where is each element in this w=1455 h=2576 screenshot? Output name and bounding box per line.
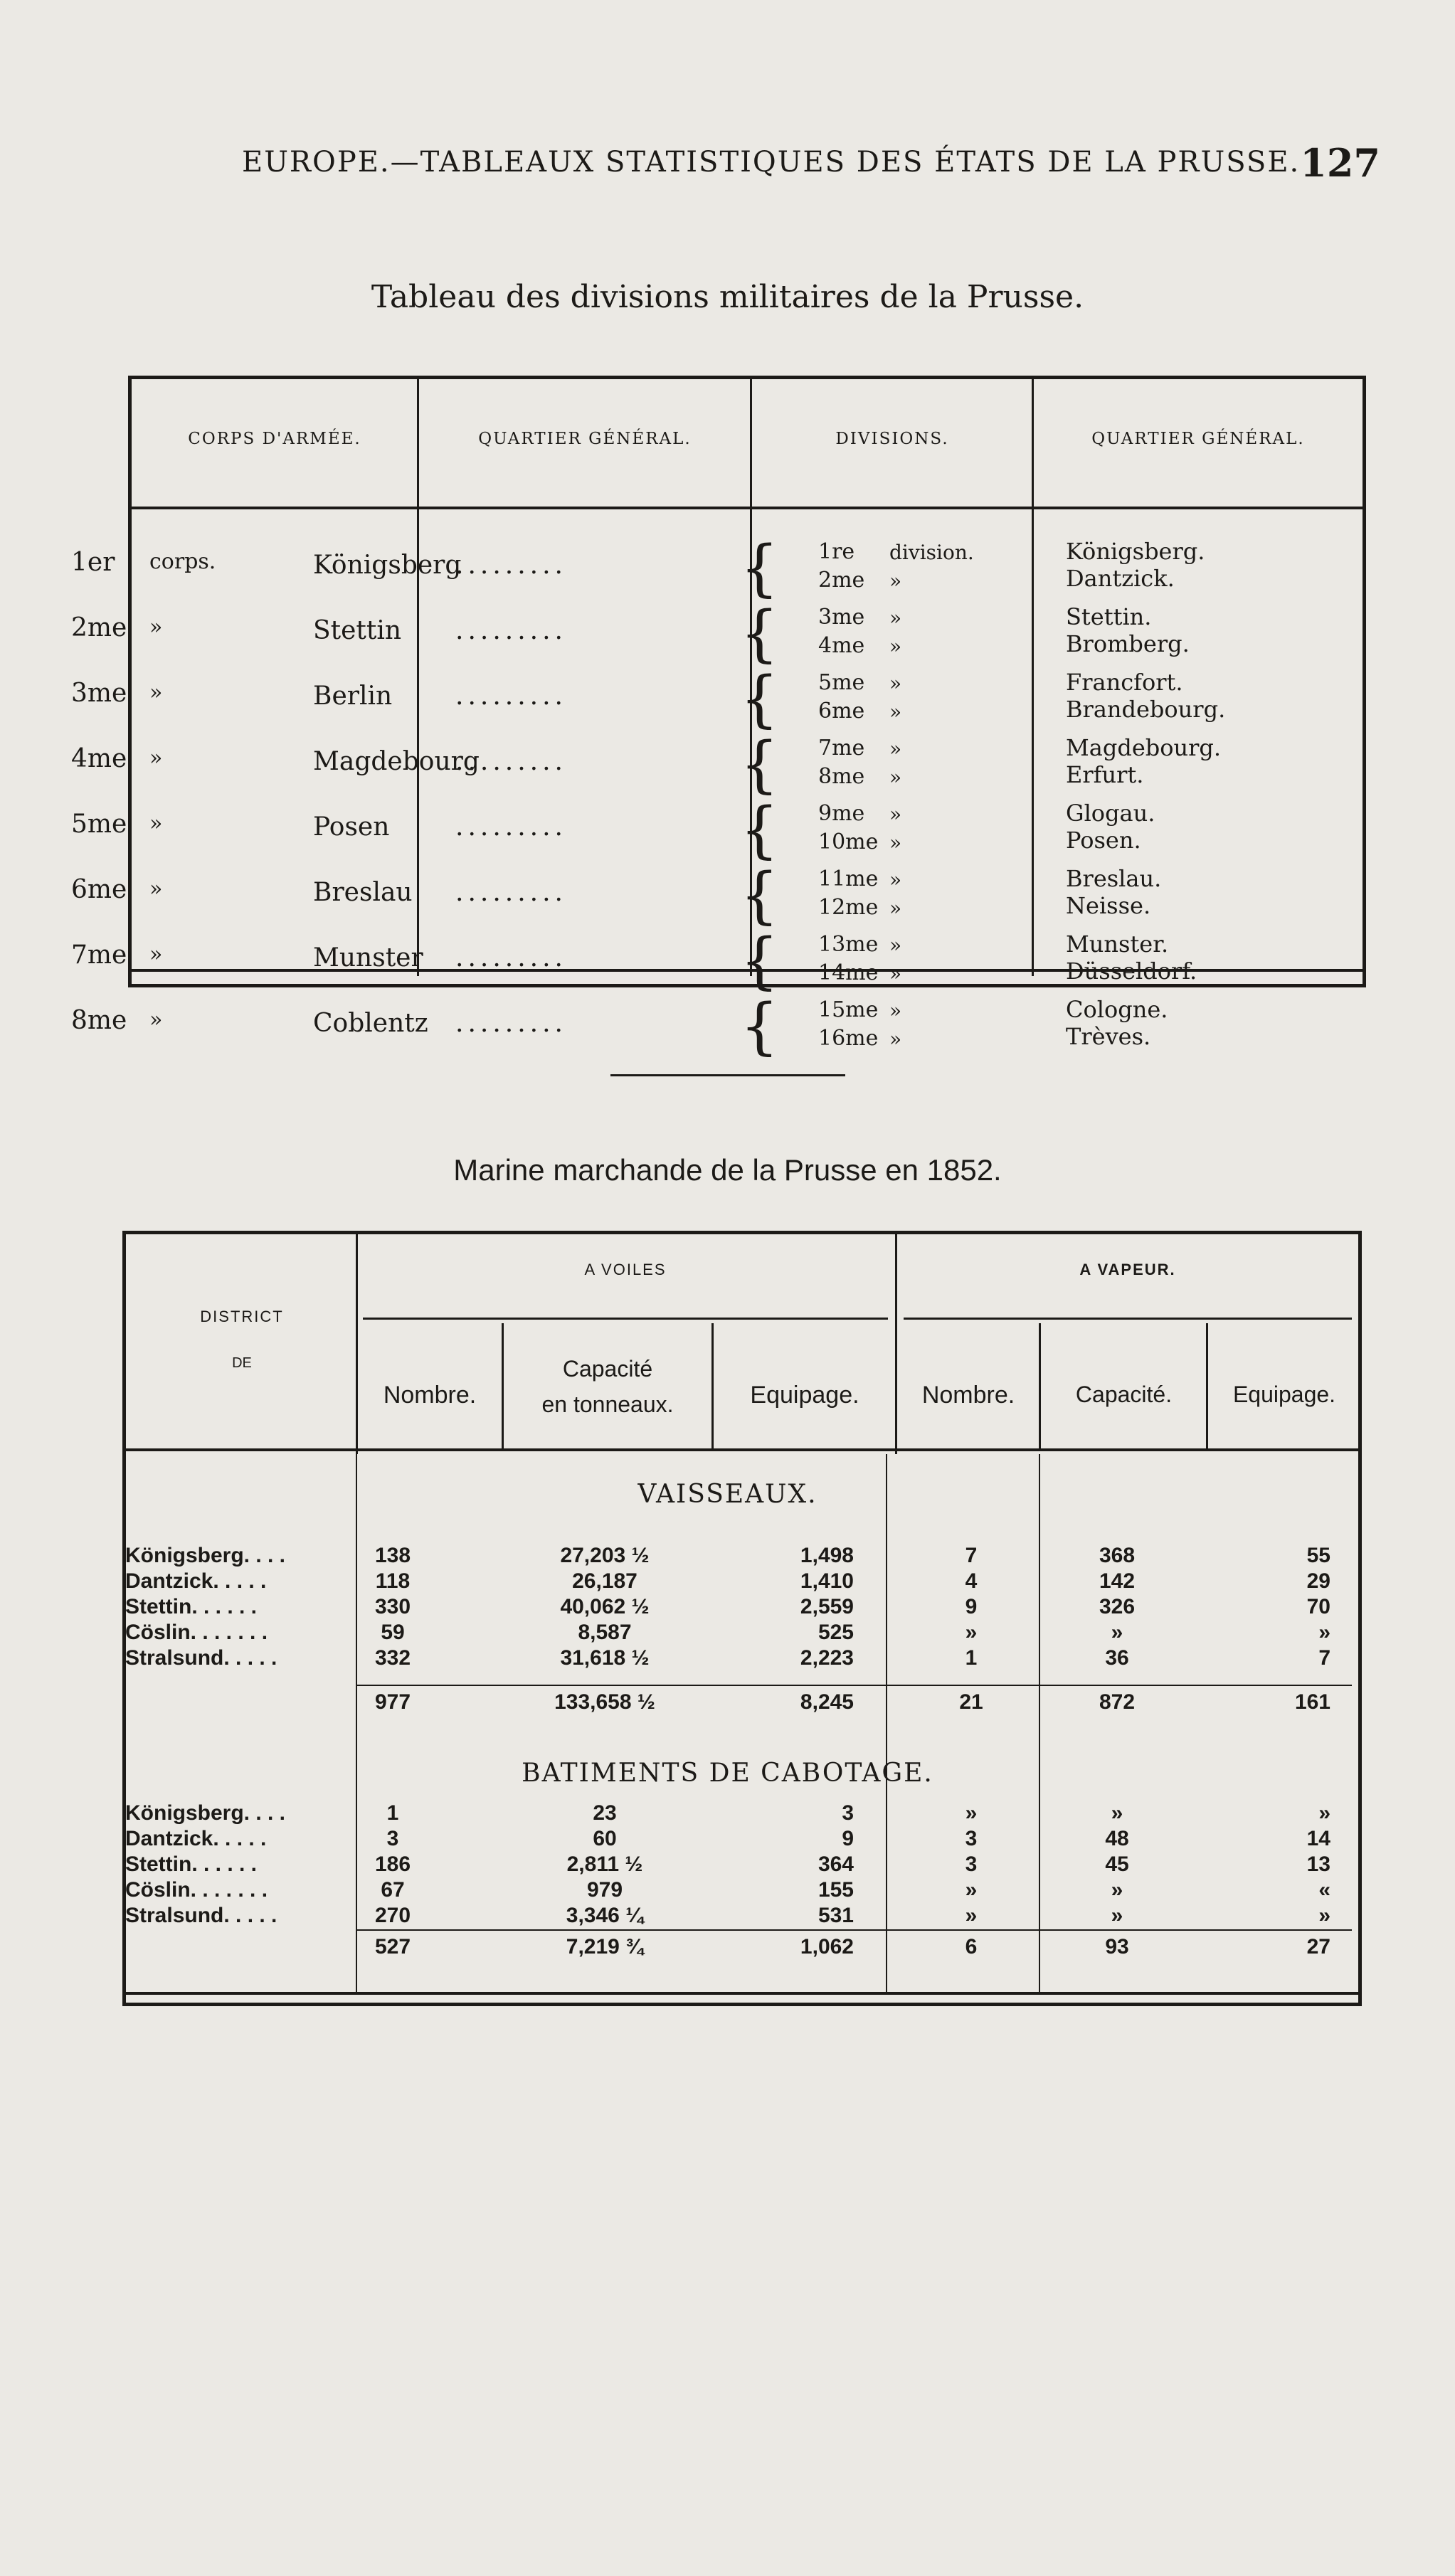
corps-suffix: » [149, 811, 163, 836]
division-label: » [889, 737, 902, 760]
division-headquarters: Stettin. [1066, 603, 1152, 630]
corps-headquarters: Breslau [313, 878, 413, 907]
division-label: » [889, 868, 902, 891]
col-head-nombre-voiles: Nombre. [383, 1382, 477, 1409]
brace-glyph: { [740, 533, 779, 604]
division-number: 2me [818, 568, 865, 593]
division-number: 8me [818, 764, 865, 789]
table2-col-divider-d [1206, 1323, 1208, 1451]
leader-dots: ......... [455, 878, 567, 907]
cell-value: 2,811 ½ [566, 1853, 643, 1876]
corps-number: 2me [71, 613, 127, 642]
division-headquarters: Trèves. [1066, 1023, 1151, 1050]
table2-bottom-rule [122, 1992, 1362, 1995]
division-row [0, 729, 1222, 802]
table2-title [0, 1152, 1455, 1187]
leader-dots: ......... [455, 551, 567, 580]
cell-value: 155 [818, 1878, 854, 1902]
total-value: 1,062 [800, 1935, 854, 1958]
cell-value: 8,587 [578, 1621, 632, 1644]
total-value: 8,245 [800, 1690, 854, 1714]
corps-suffix: » [149, 942, 163, 967]
division-row [0, 795, 1155, 868]
table2-group-divider [895, 1234, 897, 1454]
cell-value: 31,618 ½ [560, 1646, 650, 1670]
cell-value: » [965, 1878, 978, 1902]
division-label: » [889, 606, 902, 630]
cell-value: 7 [965, 1544, 978, 1567]
leader-dots: ......... [455, 616, 567, 645]
brace-glyph: { [740, 926, 779, 997]
col-head-equipage-vapeur: Equipage. [1232, 1382, 1336, 1407]
cell-value: 55 [1306, 1544, 1330, 1567]
division-headquarters: Magdebourg. [1066, 734, 1222, 761]
division-number: 11me [818, 866, 879, 891]
col-head-capacite-vapeur: Capacité. [1075, 1382, 1173, 1407]
cell-value: 2,559 [800, 1595, 854, 1618]
district-row [0, 1569, 1455, 1595]
district-row [0, 1853, 1455, 1878]
corps-headquarters: Stettin [313, 616, 402, 645]
district-name: Cöslin. . . . . . . [125, 1621, 268, 1644]
cell-value: » [965, 1621, 978, 1644]
division-number: 10me [818, 829, 879, 854]
brace-glyph: { [740, 795, 779, 866]
division-number: 1re [818, 539, 855, 564]
division-headquarters: Glogau. [1066, 800, 1155, 827]
division-label: » [889, 831, 902, 854]
division-number: 14me [818, 960, 879, 985]
district-name: Dantzick. . . . . [125, 1827, 267, 1850]
col-head-capacite-voiles-unit: en tonneaux. [541, 1392, 674, 1417]
running-title: EUROPE.—TABLEAUX STATISTIQUES DES ÉTATS DE LA PRUSSE. [242, 146, 1301, 179]
corps-headquarters: Posen [313, 812, 390, 842]
division-headquarters: Posen. [1066, 827, 1141, 854]
district-name: Stettin. . . . . . [125, 1853, 258, 1876]
corps-headquarters: Magdebourg [313, 747, 480, 776]
group-voiles: A VOILES [584, 1261, 667, 1278]
cell-value: 60 [593, 1827, 617, 1850]
district-label-de: DE [232, 1355, 252, 1371]
cell-value: 9 [965, 1595, 978, 1618]
cell-value: 979 [586, 1878, 623, 1902]
total-value: 133,658 ½ [554, 1690, 655, 1714]
district-row [0, 1801, 1455, 1827]
col-head-equipage-voiles: Equipage. [750, 1382, 859, 1409]
section1-total-rule [356, 1685, 1352, 1686]
division-label: » [889, 700, 902, 723]
corps-number: 4me [71, 744, 127, 773]
corps-number: 6me [71, 875, 127, 904]
brace-glyph: { [740, 598, 779, 669]
division-label: » [889, 672, 902, 695]
total-value: 527 [374, 1935, 411, 1958]
col-head-corps: CORPS D'ARMÉE. [188, 430, 361, 448]
cell-value: 3 [965, 1827, 978, 1850]
total-value: 7,219 ¾ [566, 1935, 644, 1958]
cell-value: 27,203 ½ [560, 1544, 650, 1567]
division-number: 16me [818, 1026, 879, 1051]
cell-value: 1 [386, 1801, 399, 1825]
leader-dots: ......... [455, 747, 567, 776]
district-row [0, 1621, 1455, 1646]
corps-suffix: » [149, 680, 163, 705]
table2-title-text: Marine marchande de la Prusse en 1852. [453, 1153, 1002, 1187]
division-number: 6me [818, 699, 865, 723]
cell-value: « [1318, 1878, 1330, 1902]
district-row [0, 1646, 1455, 1672]
corps-number: 7me [71, 940, 127, 970]
division-number: 12me [818, 895, 879, 920]
group-vapeur: A VAPEUR. [1079, 1261, 1176, 1278]
division-row [0, 664, 1226, 737]
cell-value: 270 [374, 1904, 411, 1927]
division-headquarters: Erfurt. [1066, 761, 1144, 788]
leader-dots: ......... [455, 943, 567, 972]
division-headquarters: Breslau. [1066, 865, 1162, 892]
corps-suffix: » [149, 876, 163, 901]
division-label: » [889, 569, 902, 593]
cell-value: 1 [965, 1646, 978, 1670]
cell-value: 364 [818, 1853, 854, 1876]
cell-value: 26,187 [572, 1569, 637, 1593]
cell-value: » [1318, 1621, 1330, 1644]
cell-value: 3,346 ¼ [566, 1904, 644, 1927]
division-label: » [889, 635, 902, 658]
cell-value: 3 [965, 1853, 978, 1876]
total-value: 27 [1306, 1935, 1330, 1958]
division-number: 13me [818, 932, 879, 957]
total-value: 872 [1099, 1690, 1136, 1714]
table2-col-divider-b [711, 1323, 714, 1451]
cell-value: 332 [374, 1646, 411, 1670]
division-headquarters: Königsberg. [1066, 538, 1205, 565]
district-name: Cöslin. . . . . . . [125, 1878, 268, 1902]
cell-value: 1,498 [800, 1544, 854, 1567]
division-label: » [889, 802, 902, 826]
total-value: 161 [1294, 1690, 1330, 1714]
cell-value: 13 [1306, 1853, 1330, 1876]
cell-value: 2,223 [800, 1646, 854, 1670]
division-number: 5me [818, 670, 865, 695]
district-row [0, 1544, 1455, 1569]
division-number: 7me [818, 736, 865, 760]
cell-value: 142 [1099, 1569, 1136, 1593]
total-value: 21 [959, 1690, 983, 1714]
division-headquarters: Brandebourg. [1066, 696, 1226, 723]
corps-number: 5me [71, 810, 127, 839]
corps-headquarters: Berlin [313, 682, 393, 711]
division-number: 9me [818, 801, 865, 826]
cell-value: 23 [593, 1801, 617, 1825]
table2-col-divider-c [1039, 1323, 1041, 1451]
vapeur-brace-rule [904, 1318, 1352, 1320]
division-row [0, 991, 1168, 1064]
division-headquarters: Francfort. [1066, 669, 1183, 696]
cell-value: 326 [1099, 1595, 1136, 1618]
cell-value: » [1318, 1904, 1330, 1927]
cell-value: 7 [1318, 1646, 1330, 1670]
district-row [0, 1595, 1455, 1621]
col-head-nombre-vapeur: Nombre. [921, 1382, 1015, 1409]
corps-suffix: » [149, 746, 163, 770]
running-header [242, 140, 1380, 189]
corps-suffix: » [149, 1007, 163, 1032]
cell-value: 330 [374, 1595, 411, 1618]
cell-value: 138 [374, 1544, 411, 1567]
division-row [0, 860, 1162, 933]
division-row [0, 533, 1205, 606]
cell-value: 14 [1306, 1827, 1330, 1850]
corps-suffix: » [149, 615, 163, 640]
cell-value: 3 [386, 1827, 399, 1850]
division-row [0, 926, 1197, 999]
division-row [0, 598, 1190, 672]
corps-headquarters: Königsberg [313, 551, 462, 580]
section-vaisseaux-label: VAISSEAUX. [637, 1480, 818, 1509]
leader-dots: ......... [455, 1009, 567, 1038]
district-label: DISTRICT [200, 1308, 284, 1325]
table2-header-rule [122, 1448, 1362, 1451]
cell-value: 29 [1306, 1569, 1330, 1593]
cell-value: 67 [381, 1878, 405, 1902]
division-headquarters: Düsseldorf. [1066, 958, 1197, 985]
cell-value: » [965, 1801, 978, 1825]
col-head-divisions: DIVISIONS. [835, 430, 949, 448]
corps-headquarters: Coblentz [313, 1009, 428, 1038]
cell-value: 368 [1099, 1544, 1136, 1567]
district-name: Stralsund. . . . . [125, 1646, 277, 1670]
division-label: » [889, 896, 902, 920]
cell-value: 1,410 [800, 1569, 854, 1593]
col-head-division-hq: QUARTIER GÉNÉRAL. [1091, 430, 1305, 448]
cell-value: 40,062 ½ [560, 1595, 650, 1618]
cell-value: 525 [818, 1621, 854, 1644]
brace-glyph: { [740, 729, 779, 800]
cell-value: 36 [1105, 1646, 1129, 1670]
cell-value: 4 [965, 1569, 978, 1593]
total-value: 93 [1105, 1935, 1129, 1958]
brace-glyph: { [740, 860, 779, 931]
division-label: » [889, 999, 902, 1022]
cell-value: 3 [842, 1801, 854, 1825]
division-headquarters: Cologne. [1066, 996, 1168, 1023]
table1-title: Tableau des divisions militaires de la Prusse. [371, 279, 1084, 315]
corps-suffix: corps. [149, 549, 216, 574]
division-label: » [889, 765, 902, 789]
cell-value: » [1318, 1801, 1330, 1825]
division-headquarters: Dantzick. [1066, 565, 1175, 592]
cell-value: 45 [1105, 1853, 1129, 1876]
district-row [0, 1904, 1455, 1929]
district-name: Königsberg. . . . [125, 1544, 286, 1567]
section-cabotage-label: BATIMENTS DE CABOTAGE. [522, 1759, 933, 1788]
division-headquarters: Neisse. [1066, 892, 1151, 919]
cell-value: 70 [1306, 1595, 1330, 1618]
corps-number: 8me [71, 1006, 127, 1035]
division-label: » [889, 933, 902, 957]
district-name: Stralsund. . . . . [125, 1904, 277, 1927]
cell-value: » [1111, 1904, 1123, 1927]
division-number: 3me [818, 605, 865, 630]
corps-number: 1er [71, 548, 115, 577]
table2-district-divider [356, 1234, 358, 1454]
division-label: division. [889, 541, 974, 564]
district-name: Königsberg. . . . [125, 1801, 286, 1825]
cell-value: » [1111, 1621, 1123, 1644]
leader-dots: ......... [455, 682, 567, 711]
cell-value: » [965, 1904, 978, 1927]
col-head-capacite-voiles: Capacité [562, 1356, 653, 1382]
cell-value: 186 [374, 1853, 411, 1876]
voiles-brace-rule [363, 1318, 888, 1320]
total-row [0, 1935, 1455, 1961]
division-number: 15me [818, 997, 879, 1022]
page-number: 127 [1300, 140, 1380, 186]
table1-header-rule [128, 507, 1366, 509]
total-row [0, 1690, 1455, 1716]
division-number: 4me [818, 633, 865, 658]
district-name: Stettin. . . . . . [125, 1595, 258, 1618]
leader-dots: ......... [455, 812, 567, 842]
total-value: 6 [965, 1935, 978, 1958]
cell-value: 48 [1105, 1827, 1129, 1850]
district-name: Dantzick. . . . . [125, 1569, 267, 1593]
cell-value: 59 [381, 1621, 405, 1644]
section-separator [610, 1074, 845, 1076]
cell-value: » [1111, 1801, 1123, 1825]
brace-glyph: { [740, 991, 779, 1062]
col-head-quartier-general: QUARTIER GÉNÉRAL. [478, 430, 692, 448]
corps-number: 3me [71, 679, 127, 708]
cell-value: 9 [842, 1827, 854, 1850]
corps-headquarters: Munster [313, 943, 423, 972]
cell-value: 531 [818, 1904, 854, 1927]
brace-glyph: { [740, 664, 779, 735]
division-label: » [889, 1027, 902, 1051]
division-label: » [889, 962, 902, 985]
section2-total-rule [356, 1929, 1352, 1931]
cell-value: » [1111, 1878, 1123, 1902]
cell-value: 118 [375, 1569, 411, 1593]
division-headquarters: Munster. [1066, 931, 1169, 958]
district-row [0, 1878, 1455, 1904]
division-headquarters: Bromberg. [1066, 630, 1190, 657]
table2-col-divider-a [502, 1323, 504, 1451]
district-row [0, 1827, 1455, 1853]
total-value: 977 [374, 1690, 411, 1714]
